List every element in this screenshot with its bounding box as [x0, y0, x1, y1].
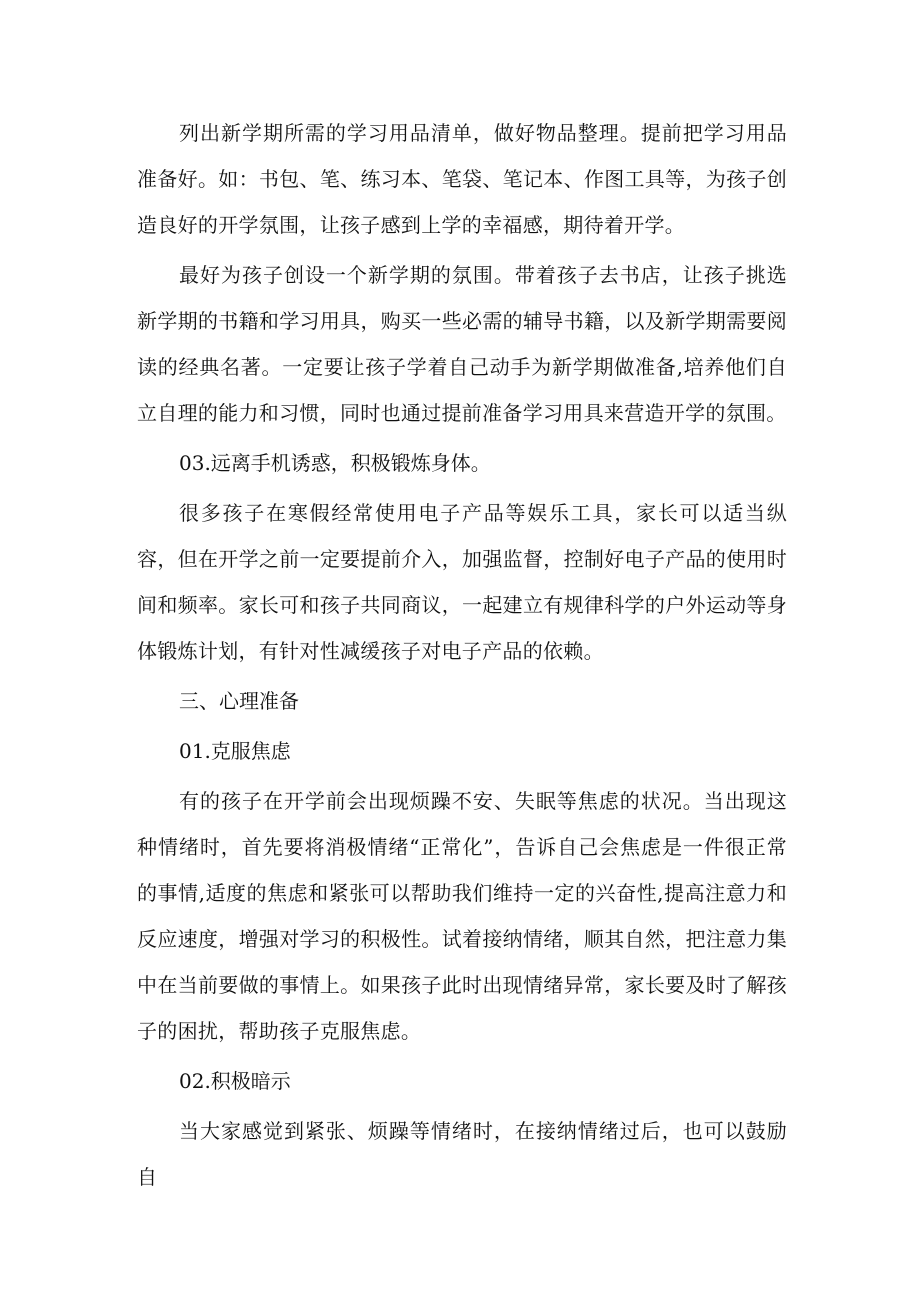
section-heading-psychological: 三、心理准备: [179, 689, 299, 713]
heading-02-suggestion: 02.积极暗示: [179, 1069, 291, 1093]
document-page: [137, 110, 787, 1200]
paragraph-supplies-list: 列出新学期所需的学习用品清单，做好物品整理。提前把学习用品准备好。如：书包、笔、练习本、笔袋、笔记本、作图工具等，为孩子创造良好的开学氛围，让孩子感到上学的幸福感，期待着开学。: [137, 121, 787, 237]
heading-01-anxiety: 01.克服焦虑: [179, 739, 291, 763]
paragraph-new-term-atmosphere: 最好为孩子创设一个新学期的氛围。带着孩子去书店，让孩子挑选新学期的书籍和学习用具，购买一些必需的辅导书籍，以及新学期需要阅读的经典名著。一定要让孩子学着自己动手为新学期做准备,培养他们自立自理的能力和习惯，同时也通过提前准备学习用具来营造开学的氛围。: [137, 263, 787, 425]
paragraph-overcome-anxiety: 有的孩子在开学前会出现烦躁不安、失眠等焦虑的状况。当出现这种情绪时，首先要将消极情绪“正常化”，告诉自己会焦虑是一件很正常的事情,适度的焦虑和紧张可以帮助我们维持一定的兴奋性,提高注意力和反应速度，增强对学习的积极性。试着接纳情绪，顺其自然，把注意力集中在当前要做的事情上。如果孩子此时出现情绪异常，家长要及时了解孩子的困扰，帮助孩子克服焦虑。: [137, 789, 787, 1043]
paragraph-electronic-products: 很多孩子在寒假经常使用电子产品等娱乐工具，家长可以适当纵容，但在开学之前一定要提前介入，加强监督，控制好电子产品的使用时间和频率。家长可和孩子共同商议，一起建立有规律科学的户外运动等身体锻炼计划，有针对性减缓孩子对电子产品的依赖。: [137, 501, 787, 663]
heading-03-phone: 03.远离手机诱惑，积极锻炼身体。: [179, 451, 491, 475]
paragraph-positive-suggestion: 当大家感觉到紧张、烦躁等情绪时，在接纳情绪过后，也可以鼓励自: [137, 1119, 787, 1189]
